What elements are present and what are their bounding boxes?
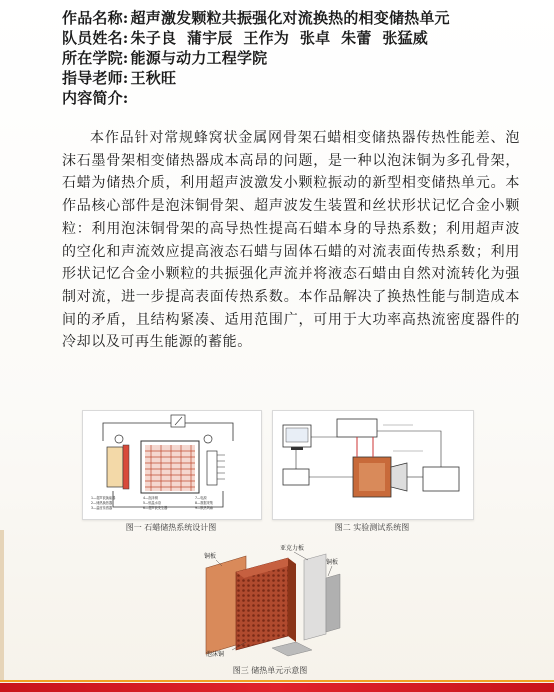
team-label: 队员姓名: — [62, 29, 129, 47]
legend-2: 2—储热换热器 — [91, 501, 113, 505]
label-copper-plate-2: 铜板 — [326, 559, 339, 566]
team-row — [62, 28, 532, 48]
bottom-gold-line — [0, 680, 554, 682]
advisor: 王秋旺 — [130, 69, 177, 87]
figure-1 — [82, 410, 262, 520]
project-description: 本作品针对常规蜂窝状金属网骨架石蜡相变储热器传热性能差、泡沫石墨骨架相变储热器成本高昂的问题，是一种以泡沫铜为多孔骨架，石蜡为储热介质，利用超声波激发小颗粒振动的新型相变储热单元。本作品核心部件是泡沫铜骨架、超声波发生装置和丝状形状记忆合金小颗粒：利用泡沫铜骨架的高导热性提高石蜡本身的导热系数；利用超声波的空化和声流效应提高液态石蜡与固体石蜡的对流表面传热系数；利用形状记忆合金小颗粒的共振强化声流并将液态石蜡由自然对流转化为强制对流，进一步提高表面传热系数。本作品解决了换热性能与制造成本间的矛盾，且结构紧凑、适用范围广，可用于大功率高热流密度器件的冷却以及可再生能源的蓄能。 — [62, 130, 520, 351]
legend-3: 3—温度传感器 — [91, 506, 113, 510]
figure-1-caption: 图一 石蜡储热系统设计图 — [125, 523, 217, 532]
intro-label: 内容简介: — [62, 89, 129, 107]
bottom-red-bar — [0, 683, 554, 692]
system-design-diagram — [83, 411, 261, 519]
school: 能源与动力工程学院 — [130, 49, 268, 67]
figure-2 — [272, 410, 474, 520]
project-info — [62, 8, 532, 108]
legend-6: 6—超声波发生器 — [143, 506, 168, 510]
legend-1: 1—超声波换能器 — [91, 496, 116, 500]
label-copper-plate-1: 铜板 — [204, 553, 217, 560]
legend-8: 8—数据采集 — [195, 501, 213, 505]
school-label: 所在学院: — [62, 49, 129, 67]
legend-4: 4—泡沫铜 — [143, 496, 158, 500]
advisor-row — [62, 68, 532, 88]
work-name-row — [62, 8, 532, 28]
team-members: 朱子良 蒲宇辰 王作为 张卓 朱蕾 张猛威 — [130, 29, 428, 47]
legend-7: 7—电源 — [195, 496, 207, 500]
work-name-label: 作品名称: — [62, 9, 129, 27]
test-system-diagram — [273, 411, 473, 519]
intro-row — [62, 88, 532, 108]
figure-3-caption: 图三 储热单元示意图 — [232, 666, 308, 675]
advisor-label: 指导老师: — [62, 69, 129, 87]
work-name: 超声激发颗粒共振强化对流换热的相变储热单元 — [130, 9, 450, 27]
figure-2-caption: 图二 实验测试系统图 — [334, 523, 410, 532]
label-foam-copper: 泡沫铜 — [206, 651, 225, 658]
side-decoration — [0, 530, 4, 680]
school-row — [62, 48, 532, 68]
legend-9: 9—散热风扇 — [195, 506, 213, 510]
label-acrylic: 亚克力板 — [280, 545, 305, 552]
figure-3 — [176, 538, 364, 662]
legend-5: 5—恒温水浴 — [143, 501, 161, 505]
storage-unit-exploded-view — [176, 538, 364, 662]
